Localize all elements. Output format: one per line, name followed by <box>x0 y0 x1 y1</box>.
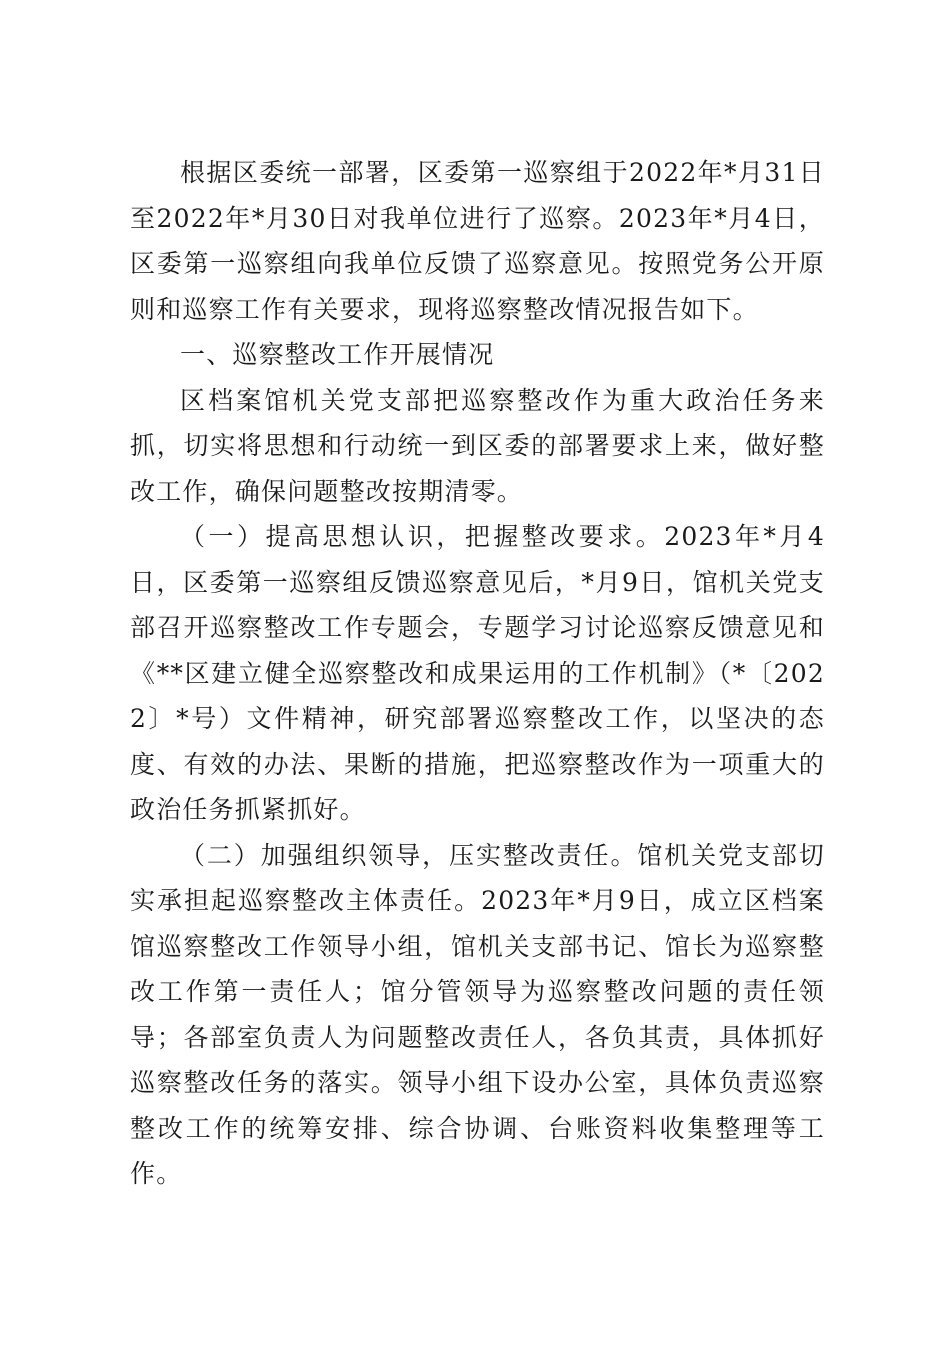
subsection-2-paragraph: （二）加强组织领导，压实整改责任。馆机关党支部切实承担起巡察整改主体责任。2023年*月9日，成立区档案馆巡察整改工作领导小组，馆机关支部书记、馆长为巡察整改工作第一责任人；馆分管领导为巡察整改问题的责任领导；各部室负责人为问题整改责任人，各负其责，具体抓好巡察整改任务的落实。领导小组下设办公室，具体负责巡察整改工作的统筹安排、综合协调、台账资料收集整理等工作。 <box>130 840 825 1188</box>
subsection-1-paragraph: （一）提高思想认识，把握整改要求。2023年*月4日，区委第一巡察组反馈巡察意见后，*月9日，馆机关党支部召开巡察整改工作专题会，专题学习讨论巡察反馈意见和《**区建立健全巡察整改和成果运用的工作机制》（*〔2022〕*号）文件精神，研究部署巡察整改工作，以坚决的态度、有效的办法、果断的措施，把巡察整改作为一项重大的政治任务抓紧抓好。 <box>130 522 825 824</box>
document-body <box>130 150 825 1197</box>
section-summary-paragraph: 区档案馆机关党支部把巡察整改作为重大政治任务来抓，切实将思想和行动统一到区委的部署要求上来，做好整改工作，确保问题整改按期清零。 <box>130 385 825 506</box>
intro-paragraph: 根据区委统一部署，区委第一巡察组于2022年*月31日至2022年*月30日对我单位进行了巡察。2023年*月4日，区委第一巡察组向我单位反馈了巡察意见。按照党务公开原则和巡察工作有关要求，现将巡察整改情况报告如下。 <box>130 158 825 324</box>
section-heading: 一、巡察整改工作开展情况 <box>180 340 495 369</box>
